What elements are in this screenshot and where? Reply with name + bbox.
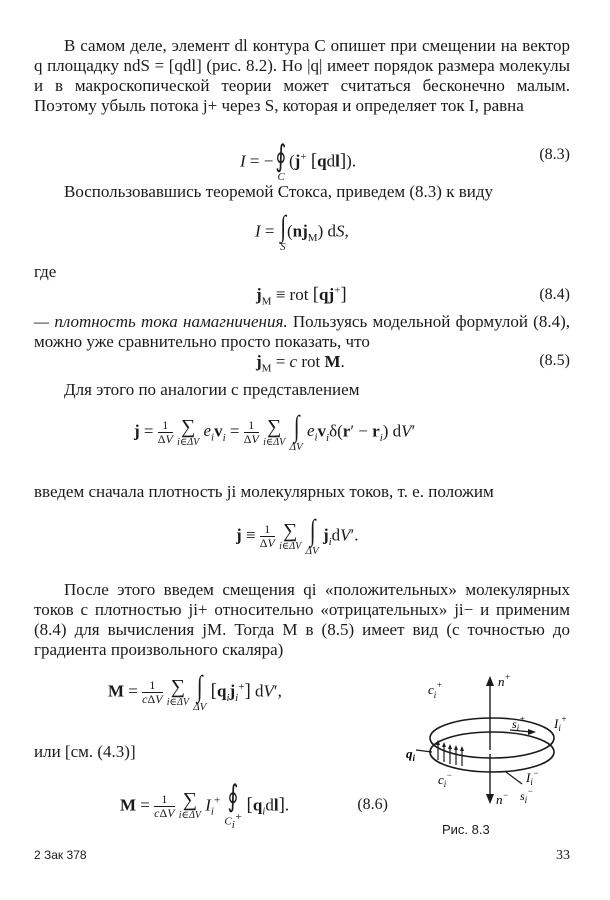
s-minus-arrow	[506, 772, 522, 784]
page-number: 33	[556, 848, 570, 863]
normal-down-arrowhead	[486, 794, 494, 804]
equation-current-density: j = $\frac{1}{\Delta V}$ ∑ i∈ΔV $e_iv_i$ = $\frac{1}{\Delta V}$ ∑ i∈ΔV ∫ ΔV $e_iv_i\delta(r' - r_i)$ dV′	[134, 410, 416, 453]
footer-publisher-note: 2 Зак 378	[34, 848, 87, 862]
figure-8-3	[402, 672, 582, 842]
paragraph-4	[34, 380, 570, 400]
label-n-minus: n−	[496, 790, 509, 807]
figure-caption: Рис. 8.3	[442, 822, 490, 837]
paragraph-3	[34, 312, 570, 352]
paragraph-4-text: Для этого по аналогии с представлением	[64, 380, 360, 399]
equation-number: (8.5)	[539, 352, 570, 369]
paragraph-6	[34, 580, 570, 660]
equation-8-3: I = − ∮ C (j+ [qdl]).	[240, 140, 357, 183]
equation-number: (8.6)	[357, 796, 388, 813]
label-c-plus: $c_i^+$	[428, 680, 443, 700]
paragraph-2	[34, 182, 570, 202]
equation-8-6: M = $\frac{1}{\text{cΔV}}$ ∑ i∈ΔV $I_i^+$ ∮ $C_i^+$ $[q_idl]$.	[120, 780, 290, 831]
label-c-minus: $c_i^-$	[438, 770, 453, 789]
equation-molecular-density: j ≡ $\frac{1}{\Delta V}$ ∑ i∈ΔV ∫ ΔV $j_idV'$.	[236, 514, 359, 557]
label-q: $q_i$	[406, 746, 416, 763]
paragraph-5-text: введем сначала плотность ji молекулярных токов, т. е. положим	[34, 482, 494, 501]
paragraph-3-italic: — плотность тока намагничения.	[34, 312, 288, 331]
or-text: или [см. (4.3)]	[34, 742, 136, 761]
label-I-minus: $I_i^-$	[526, 768, 539, 787]
paragraph-2-text: Воспользовавшись теоремой Стокса, приведем (8.3) к виду	[64, 182, 493, 201]
equation-stokes: I = ∫ S $(nj_M)$ dS,	[255, 210, 349, 253]
label-n-plus: n+	[498, 672, 511, 689]
paragraph-5	[34, 482, 570, 502]
equation-8-4: $j_M$ ≡ rot [qj+]	[256, 284, 347, 308]
normal-up-arrowhead	[486, 676, 494, 686]
label-s-minus: $s_i^-$	[520, 786, 534, 805]
equation-magnetization: M = $\frac{1}{\text{cΔV}}$ ∑ i∈ΔV ∫ ΔV $[q_ij_i^+]$ dV′,	[108, 670, 282, 713]
paragraph-6-text: После этого введем смещения qi «положительных» молекулярных токов с плотностью ji+ относительно «отрицательных» ji− и применим (8.4) для вычисления jM. Тогда M в (8.5) имеет вид (с точностью до градиента произвольного скаляра)	[34, 580, 570, 659]
paragraph-or	[34, 742, 234, 762]
equation-8-5: $j_M = c$ rot M.	[256, 352, 345, 375]
paragraph-3-text: Пользуясь модельной формулой (8.4), можно уже сравнительно просто показать, что	[34, 312, 570, 351]
paragraph-where	[34, 262, 570, 282]
where-text: где	[34, 262, 57, 281]
equation-number: (8.3)	[539, 146, 570, 163]
paragraph-1-text: В самом деле, элемент dl контура C опишет при смещении на вектор q площадку ndS = [qdl] (рис. 8.2). Но |q| имеет порядок размера молекулы и в макроскопической теории может считаться бесконечно малым. Поэтому убыль потока j+ через S, которая и определяет ток I, равна	[34, 36, 570, 115]
equation-number: (8.4)	[539, 286, 570, 303]
paragraph-1	[34, 36, 570, 116]
label-s-plus: $s_i^+$	[512, 714, 526, 733]
label-I-plus: $I_i^+$	[554, 714, 567, 733]
